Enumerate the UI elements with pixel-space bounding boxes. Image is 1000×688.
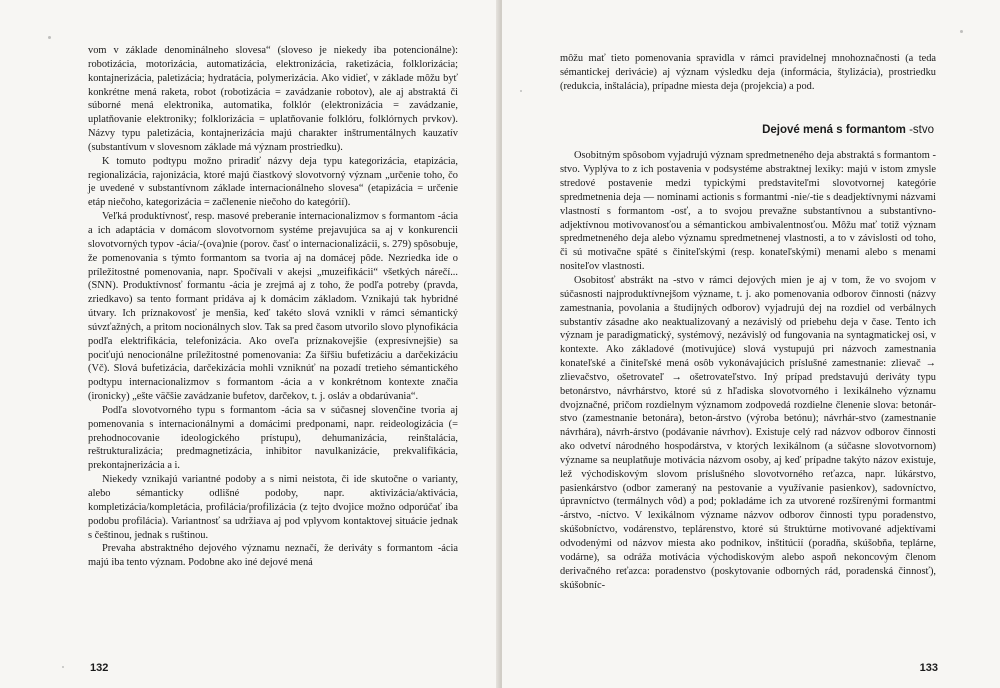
page-number: 133 xyxy=(919,662,938,674)
scan-speck xyxy=(48,36,51,39)
page-number: 132 xyxy=(90,662,109,674)
paragraph: Osobitným spôsobom vyjadrujú význam spredmetneného deja abstraktá s formantom -stvo. Vyplýva to z ich postavenia v podsystéme abstraktnej lexiky: majú v istom zmysle stredové postavenie medzi typickými predstaviteľmi slovotvornej kategórie spredmetnenia deja — nominami actionis s formantmi -nie/-tie s deadjektívnymi názvami vlastností s formantom -osť, a to svojou prevažne substantívnou a substantívno-adjektívnou motivovanosťou a sémantickou ambivalentnosťou. Môžu mať totiž význam spredmetneného deja alebo významu spredmetnenej vlastnosti, a to v závislosti od toho, či sú motivačne späté s činiteľskými (resp. konateľskými) menami alebo s menami nositeľov vlastnosti. xyxy=(560,150,936,273)
scan-speck xyxy=(520,90,522,92)
section-heading xyxy=(560,124,936,138)
paragraph: Niekedy vznikajú variantné podoby a s nimi neistota, či ide skutočne o varianty, alebo sémanticky odlišné podoby, napr. aktivizácia/aktivácia, kompletizácia/kompletácia, profilácia/profilizácia (z tejto dvojice možno odporúčať iba podobu profilácia). Variantnosť sa udržiava aj pod vplyvom kontaktovej situácie jednak s češtinou, jednak s ruštinou. xyxy=(88,474,458,541)
paragraph: Osobitosť abstrákt na -stvo v rámci dejových mien je aj v tom, že vo svojom v súčasnosti najproduktívnejšom význame, t. j. ako pomenovania odborov činnosti (názvy zamestnania, povolania a študijných odborov) vyjadrujú dej na rozdiel od verbálnych substantív zásadne ako neaktualizovaný a nezávislý od priebehu deja v čase. Tento ich význam je paradigmatický, systémový, nezávislý od fungovania na syntagmatickej osi, v kontexte. Ako základové (motivujúce) slová vystupujú pri názvoch zamestnania konateľské a činiteľské mená osôb vykonávajúcich príslušné zamestnanie: zlievač → zlievačstvo, ošetrovateľ → ošetrovateľstvo. Iný prípad predstavujú deriváty typu betonárstvo, návrhárstvo, ktoré sú z hľadiska slovotvorného i lexikálneho významu dvojznačné, pričom rozdielnym významom zodpovedá rozdielne členenie slova: betonár-stvo (zamestnanie betonára), beton-árstvo (výroba betónu); návrhár-stvo (zamestnanie návrhára), návrh-árstvo (podávanie návrhov). Existuje celý rad názvov odborov činnosti ako odvetví národného hospodárstva, v ktorých lexikálnom (a súčasne slovotvornom) význame sa neuplatňuje motivácia názvom osoby, aj keď prípadne takýto názov existuje, lež východiskovým slovom príslušného slovotvorného reťazca, napr. lúkárstvo, pasienkárstvo (odbor zameraný na pestovanie a využívanie pasienkov), sadovníctvo, úpravníctvo (termálnych vôd) a pod; pokladáme ich za utvorené rozšírenými formantmi -árstvo, -níctvo. V lexikálnom význame názvov odborov činnosti typu poradenstvo, skúšobníctvo, vodárenstvo, teplárenstvo, ktoré sú štruktúrne motivované adjektívami odvodenými od názvov miesta ako podnikov, inštitúcií (poradňa, skúšobňa, teplárne, vodárne), sa odráža motivácia východiskovým alebo aspoň nekoncovým členom derivačného reťazca: poradenstvo (poskytovanie odborných rád, poradenská činnosť), skúšobníc- xyxy=(560,274,936,591)
paragraph: K tomuto podtypu možno priradiť názvy deja typu kategorizácia, etapizácia, regionalizácia, rajonizácia, ktoré majú čiastkový slovotvorný význam „určenie toho, čo je uvedené v substantívnom základe internacionálneho slovesa“ (etapizácia = určenie etáp niečoho, kategorizácia = začlenenie niečoho do kategórií). xyxy=(88,155,458,209)
paragraph: vom v základe denominálneho slovesa“ (sloveso je niekedy iba potencionálne): robotizácia, motorizácia, automatizácia, elektronizácia, raketizácia, folklorizácia; kontajnerizácia, paletizácia; hydratácia, polymerizácia. Ako vidieť, v základe môžu byť konkrétne mená raketa, robot (robotizácia = zavádzanie robotov), ale aj abstraktá či súborné mená elektronika, automatika, folklór (elektronizácia = zavádzanie, uplatňovanie elektroniky; folklorizácia = uplatňovanie folklóru, folklórnych prvkov). Názvy typu paletizácia, kontajnerizácia majú charakter inštrumentálnych kauzatív (substantívum v slovesnom základe má význam prostriedku). xyxy=(88,45,458,153)
paragraph: Prevaha abstraktného dejového významu neznačí, že deriváty s formantom -ácia majú iba tento význam. Podobne ako iné dejové mená xyxy=(88,543,458,569)
left-page xyxy=(0,0,498,688)
section-heading-suffix: -stvo xyxy=(909,123,934,136)
scan-speck xyxy=(960,30,963,33)
section-heading-text: Dejové mená s formantom xyxy=(762,123,906,136)
scan-speck xyxy=(62,666,64,668)
paragraph: Podľa slovotvorného typu s formantom -ácia sa v súčasnej slovenčine tvoria aj pomenovania s internacionálnymi a domácimi predponami, napr. reideologizácia (= prehodnocovanie ideologického prístupu), dehumanizácia, reinštalácia, reštrukturalizácia; predmagnetizácia, inhibitor navulkanizácie, prekvalifikácia, prekontajnerizácia a i. xyxy=(88,404,458,472)
left-page-body xyxy=(88,44,458,570)
paragraph: môžu mať tieto pomenovania spravidla v rámci pravidelnej mnohoznačnosti (a teda sémantickej derivácie) aj význam výsledku deja (informácia, štylizácia), prostriedku (redukcia, inštalácia), prípadne miesta deja (projekcia) a pod. xyxy=(560,53,936,92)
right-page-body xyxy=(560,52,936,592)
paragraph: Veľká produktívnosť, resp. masové preberanie internacionalizmov s formantom -ácia a ich adaptácia v domácom slovotvornom systéme prejavujúca sa aj v konkurencii slovotvorných typov -ácia/-(ova)nie (porov. časť o internacionalizácii, s. 279) spôsobuje, že pomenovania s týmto formantom sa tvoria aj na domácej pôde. Nezriedka ide o príležitostné pomenovania, napr. Spočívali v akejsi „muzeifikácii“ všetkých nárečí... (SNN). Produktívnosť formantu -ácia je zrejmá aj z toho, že podľa potreby (pravda, zriedkavo) sa tento formant pridáva aj k domácim základom. Vznikajú tak hybridné útvary. Ich príznakovosť je menšia, keď takéto slová vznikli v rámci sémantický súvzťažných, a pritom nocionálnych slov. Tak sa pred časom utvorilo slovo plynofikácia podľa elektrifikácia, telefonizácia. Ako oveľa príznakovejšie (expresívnejšie) sa pociťujú nenocionálne príležitostné pomenovania: Za šiřšiu bufetizáciu a darčekizáciu (Vč). Slová bufetizácia, darčekizácia mohli vzniknúť na pozadí tretieho sémantického podtypu internacionalizmov s formantom -ácia a v konkrétnom kontexte značia (ironicky) „ešte väčšie zavádzanie bufetov, darčekov, t. j. osláv a obdarúvania“. xyxy=(88,211,458,403)
right-page xyxy=(502,0,1000,688)
